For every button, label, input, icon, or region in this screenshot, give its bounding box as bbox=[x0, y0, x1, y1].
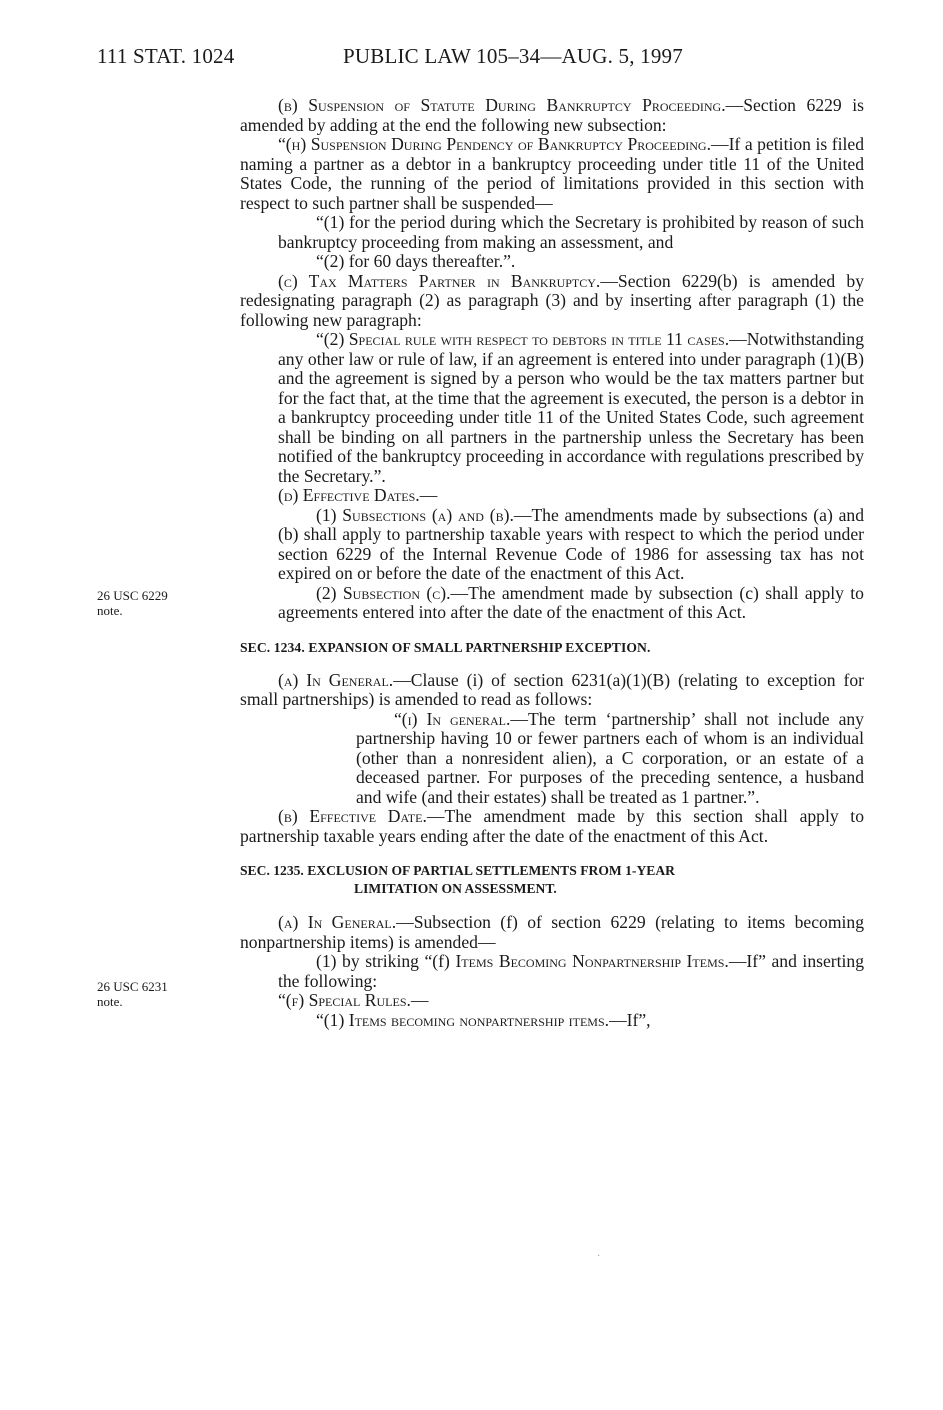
section-heading-1235 bbox=[240, 862, 864, 898]
paragraph-heading: “(i) In general. bbox=[394, 708, 511, 729]
margin-note-label: note. bbox=[97, 603, 123, 618]
paragraph-heading: (d) Effective Dates.— bbox=[278, 485, 438, 505]
paragraph-d bbox=[240, 486, 864, 506]
paragraph-text: —The amendment made by subsection (c) shall apply to agreements entered into after the date of the enactment of this Act. bbox=[278, 582, 864, 622]
paragraph-text: —If a petition is filed naming a partner as a debtor in a bankruptcy proceeding under title 11 of the United States Code, the running of the period of limitations provided in this section with respect to such partner shall be suspended— bbox=[240, 134, 864, 213]
paragraph-heading: (b) Effective Date. bbox=[278, 806, 427, 826]
section-heading-1234: SEC. 1234. EXPANSION OF SMALL PARTNERSHIP EXCEPTION. bbox=[240, 639, 651, 655]
margin-note-label: note. bbox=[97, 994, 123, 1009]
paragraph-c bbox=[240, 272, 864, 331]
paragraph-heading: (a) In General. bbox=[278, 912, 397, 932]
public-law-title: PUBLIC LAW 105–34—AUG. 5, 1997 bbox=[343, 44, 683, 68]
paragraph-text: —Subsection (f) of section 6229 (relating to items becoming nonpartnership items) is amended— bbox=[240, 912, 864, 952]
paragraph-1234i bbox=[240, 710, 864, 808]
paragraph-1235a bbox=[240, 913, 864, 952]
paragraph-heading: “(2) Special rule with respect to debtors in title 11 cases. bbox=[316, 329, 730, 349]
paragraph-1234a bbox=[240, 671, 864, 710]
paragraph-heading: Items becoming nonpartnership items. bbox=[348, 1009, 610, 1030]
margin-note-6231 bbox=[97, 979, 207, 1009]
document-body bbox=[240, 96, 864, 1030]
paragraph-h bbox=[240, 135, 864, 213]
scan-artifact-dot: · bbox=[597, 1251, 601, 1262]
paragraph-text: (1) by striking “(f) bbox=[316, 951, 456, 971]
margin-note-citation: 26 USC 6231 bbox=[97, 979, 168, 994]
paragraph-text: —Notwithstanding any other law or rule of law, if an agreement is entered into under paragraph (1)(B) and the agreement is signed by a person who would be the tax matters partner but for the fact that, at the time that the agreement is executed, the person is a debtor in a bankruptcy proceeding under title 11 of the United States Code, such agreement shall be binding on all partners in the partnership unless the Secretary has been notified of the bankruptcy proceeding in accordance with regulations prescribed by the Secretary.”. bbox=[278, 329, 864, 486]
paragraph-h1: “(1) for the period during which the Secretary is prohibited by reason of such bankruptcy proceeding from making an assessment, and bbox=[278, 212, 864, 252]
paragraph-h2: “(2) for 60 days thereafter.”. bbox=[316, 251, 516, 271]
paragraph-f1 bbox=[240, 1011, 864, 1031]
statute-page-number: 111 STAT. 1024 bbox=[97, 44, 235, 68]
section-heading-line: LIMITATION ON ASSESSMENT. bbox=[354, 881, 557, 896]
paragraph-text: —Section 6229(b) is amended by redesignating paragraph (2) as paragraph (3) and by inserting after paragraph (1) the following new paragraph: bbox=[240, 270, 864, 330]
paragraph-heading: Items Becoming Nonpartnership Items. bbox=[455, 951, 729, 971]
paragraph-text: —If”, bbox=[609, 1009, 651, 1030]
paragraph-heading: (b) Suspension of Statute During Bankruptcy Proceeding. bbox=[278, 95, 726, 115]
margin-note-6229 bbox=[97, 588, 207, 618]
paragraph-heading: “(h) Suspension During Pendency of Bankruptcy Proceeding. bbox=[278, 134, 711, 154]
margin-note-citation: 26 USC 6229 bbox=[97, 588, 168, 603]
paragraph-text: —The term ‘partnership’ shall not include any partnership having 10 or fewer partners each of whom is an individual (other than a nonresident alien), a C corporation, or an estate of a deceased partner. For purposes of the preceding sentence, a husband and wife (and their estates) shall be treated as 1 partner.”. bbox=[356, 708, 864, 807]
paragraph-text: —The amendments made by subsections (a) and (b) shall apply to partnership taxable years with respect to which the period under section 6229 of the Internal Revenue Code of 1986 for assessing tax has not expired on or before the date of the enactment of this Act. bbox=[278, 504, 864, 583]
paragraph-text: —Section 6229 is amended by adding at the end the following new subsection: bbox=[240, 95, 864, 135]
paragraph-heading: “(f) Special Rules.— bbox=[278, 990, 429, 1010]
paragraph-text: —The amendment made by this section shall apply to partnership taxable years ending after the date of the enactment of this Act. bbox=[240, 806, 864, 846]
paragraph-text: “(1) bbox=[316, 1009, 349, 1030]
paragraph-d1 bbox=[240, 506, 864, 584]
paragraph-heading: (2) Subsection (c). bbox=[316, 582, 451, 603]
paragraph-text: —Clause (i) of section 6231(a)(1)(B) (relating to exception for small partnerships) is amended to read as follows: bbox=[240, 669, 864, 709]
section-heading-line: SEC. 1235. EXCLUSION OF PARTIAL SETTLEMENTS FROM 1-YEAR bbox=[240, 863, 675, 878]
paragraph-f-special bbox=[240, 991, 864, 1011]
page-header bbox=[97, 44, 877, 74]
paragraph-1234b bbox=[240, 807, 864, 846]
paragraph-heading: (1) Subsections (a) and (b). bbox=[316, 504, 514, 525]
paragraph-d2 bbox=[240, 584, 864, 623]
paragraph-text: —If” and inserting the following: bbox=[278, 951, 865, 991]
paragraph-heading: (a) In General. bbox=[278, 669, 394, 690]
paragraph-c2 bbox=[240, 330, 864, 486]
paragraph-1235a1 bbox=[240, 952, 864, 991]
paragraph-heading: (c) Tax Matters Partner in Bankruptcy. bbox=[278, 270, 601, 291]
paragraph-b bbox=[240, 96, 864, 135]
